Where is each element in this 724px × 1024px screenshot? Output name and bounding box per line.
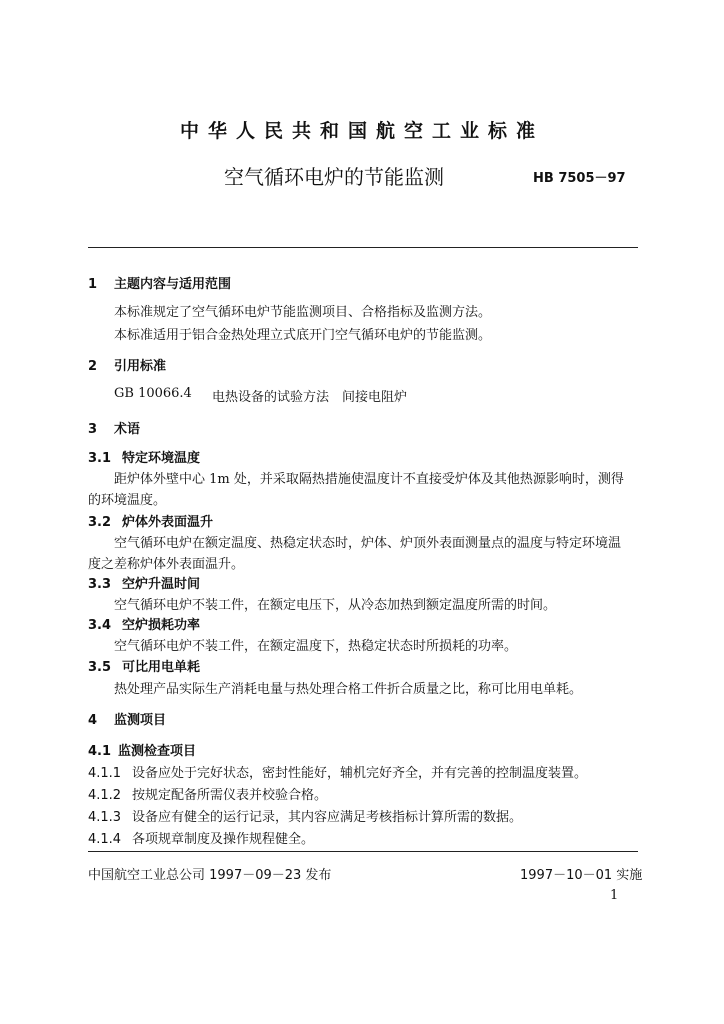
term-definition: 度之差称炉体外表面温升。 [88, 557, 245, 572]
list-item [88, 762, 587, 781]
section-title: 主题内容与适用范围 [114, 277, 232, 292]
paragraph: 本标准规定了空气循环电炉节能监测项目、合格指标及监测方法。 [114, 305, 492, 320]
term-title: 炉体外表面温升 [122, 515, 214, 530]
effective-date: 1997－10－01 实施 [520, 868, 643, 883]
term-number: 3.4 [88, 618, 112, 633]
term-title: 空炉升温时间 [122, 577, 201, 592]
document-title: 空气循环电炉的节能监测 [224, 165, 444, 189]
term-title: 可比用电单耗 [122, 660, 201, 675]
term-3-3-heading [88, 573, 200, 592]
section-title: 监测项目 [114, 713, 167, 728]
item-text: 设备应处于完好状态，密封性能好，辅机完好齐全，并有完善的控制温度装置。 [132, 766, 588, 781]
footer-divider [88, 851, 638, 852]
list-item [88, 828, 314, 847]
document-organization: 中华人民共和国航空工业标准 [179, 120, 544, 142]
item-number: 4.1.4 [88, 832, 122, 847]
term-definition: 空气循环电炉不装工件，在额定温度下，热稳定状态时所损耗的功率。 [114, 639, 518, 654]
item-number: 4.1.2 [88, 788, 122, 803]
item-text: 各项规章制度及操作规程健全。 [132, 832, 315, 847]
issue-date: 中国航空工业总公司 1997－09－23 发布 [88, 868, 332, 883]
term-3-4-heading [88, 614, 200, 633]
term-title: 特定环境温度 [122, 451, 201, 466]
subsection-number: 4.1 [88, 744, 112, 759]
term-number: 3.2 [88, 515, 112, 530]
section-4-heading [88, 709, 166, 728]
item-text: 按规定配备所需仪表并校验合格。 [132, 788, 328, 803]
subsection-4-1-heading [88, 740, 196, 759]
standard-code: HB 7505－97 [533, 171, 626, 186]
section-number: 1 [88, 277, 98, 292]
subsection-title: 监测检查项目 [118, 744, 197, 759]
header-divider [88, 247, 638, 248]
term-number: 3.1 [88, 451, 112, 466]
term-3-1-heading [88, 447, 200, 466]
section-number: 3 [88, 422, 98, 437]
page-number: 1 [610, 888, 619, 903]
term-definition: 空气循环电炉在额定温度、热稳定状态时，炉体、炉顶外表面测量点的温度与特定环境温 [114, 536, 622, 551]
term-definition: 的环境温度。 [88, 493, 167, 508]
list-item [88, 784, 327, 803]
item-text: 设备应有健全的运行记录，其内容应满足考核指标计算所需的数据。 [132, 810, 523, 825]
section-number: 2 [88, 359, 98, 374]
list-item [88, 806, 522, 825]
term-3-2-heading [88, 511, 213, 530]
term-definition: 热处理产品实际生产消耗电量与热处理合格工件折合质量之比，称可比用电单耗。 [114, 682, 583, 697]
reference-code: GB 10066.4 [114, 386, 192, 401]
section-number: 4 [88, 713, 98, 728]
item-number: 4.1.3 [88, 810, 122, 825]
section-1-heading [88, 273, 231, 292]
term-definition: 距炉体外壁中心 1m 处，并采取隔热措施使温度计不直接受炉体及其他热源影响时，测得 [114, 472, 624, 487]
term-number: 3.5 [88, 660, 112, 675]
paragraph: 本标准适用于铝合金热处理立式底开门空气循环电炉的节能监测。 [114, 328, 492, 343]
term-3-5-heading [88, 656, 200, 675]
term-definition: 空气循环电炉不装工件，在额定电压下，从冷态加热到额定温度所需的时间。 [114, 598, 557, 613]
item-number: 4.1.1 [88, 766, 122, 781]
term-number: 3.3 [88, 577, 112, 592]
term-title: 空炉损耗功率 [122, 618, 201, 633]
section-title: 术语 [114, 422, 141, 437]
section-3-heading [88, 418, 140, 437]
section-2-heading [88, 355, 166, 374]
section-title: 引用标准 [114, 359, 167, 374]
reference-title: 电热设备的试验方法 间接电阻炉 [212, 390, 408, 405]
